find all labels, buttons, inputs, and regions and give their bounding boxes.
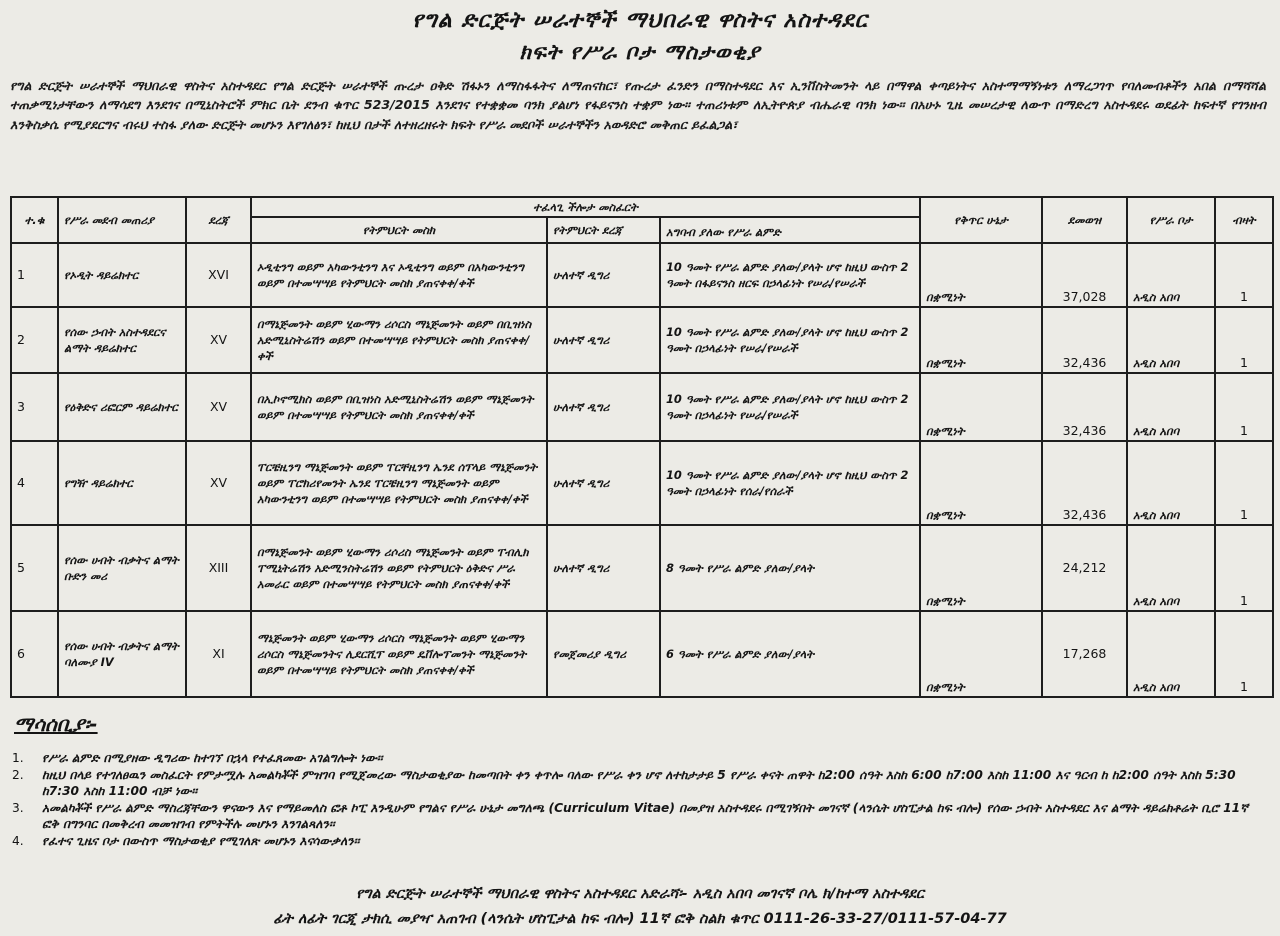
row-employment: በቋሚነት bbox=[920, 611, 1042, 697]
row-experience: 10 ዓመት የሥራ ልምድ ያለው/ያላት ሆኖ ከዚህ ውስጥ 2 ዓመት በኃላፊነት የሰራ/የሰራች bbox=[660, 441, 920, 525]
row-position: የሰው ኃብት አስተዳደርና ልማት ዳይሬክተር bbox=[58, 307, 186, 373]
row-quantity: 1 bbox=[1215, 525, 1273, 611]
row-position: የዕቅድና ሪፎርም ዳይሬክተር bbox=[58, 373, 186, 441]
row-education: ማኔጅመንት ወይም ሂውማን ሪሶርስ ማኔጅመንት ወይም ሂውማን ሪሶርስ ማኔጅመንትና ሊደርሺፕ ወይም ዴቨሎፕመንት ማኔጅመንት ወይም በተመሣሣይ የትምህርት መስክ ያጠናቀቀ/ቀች bbox=[251, 611, 547, 697]
header-employment: የቅጥር ሁኔታ bbox=[920, 197, 1042, 243]
announcement-title: ክፍት የሥራ ቦታ ማስታወቂያ bbox=[519, 40, 761, 64]
row-salary: 32,436 bbox=[1042, 307, 1127, 373]
row-no: 6 bbox=[11, 611, 58, 697]
row-experience: 10 ዓመት የሥራ ልምድ ያለው/ያላት ሆኖ ከዚህ ውስጥ 2 ዓመት በኃላፊነት የሠራ/የሠራች bbox=[660, 373, 920, 441]
row-education: በማኔጅመንት ወይም ሂውማን ሪሶሪስ ማኔጅመንት ወይም ፐብሊክ ፐሚኒትሬሽን አድሚንስትሬሽን ወይም የትምህርት ዕቅድና ሥራ አመራር ወይም በተመሣሣይ የትምህርት መስክ ያጠናቀቀ/ቀች bbox=[251, 525, 547, 611]
table-header-row bbox=[11, 197, 1273, 217]
row-quantity: 1 bbox=[1215, 611, 1273, 697]
remark-number: 1. bbox=[12, 751, 24, 765]
row-grade: XV bbox=[186, 307, 251, 373]
table-row bbox=[11, 307, 1273, 373]
row-location: አዲስ አበባ bbox=[1127, 525, 1215, 611]
row-level: ሁለተኛ ዲግሪ bbox=[547, 243, 660, 307]
header-grade: ደረጃ bbox=[186, 197, 251, 243]
row-employment: በቋሚነት bbox=[920, 243, 1042, 307]
row-salary: 32,436 bbox=[1042, 441, 1127, 525]
list-item bbox=[12, 750, 1262, 767]
footer-address: የግል ድርጅት ሠራተኞች ማህበራዊ ዋስትና አስተዳደር አድራሻ፡- አዲስ አበባ መገናኛ ቦሌ ክ/ከተማ አስተዳደር bbox=[356, 886, 924, 902]
header-quantity: ብዛት bbox=[1215, 197, 1273, 243]
row-salary: 17,268 bbox=[1042, 611, 1127, 697]
header-location: የሥራ ቦታ bbox=[1127, 197, 1215, 243]
row-employment: በቋሚነት bbox=[920, 373, 1042, 441]
row-quantity: 1 bbox=[1215, 441, 1273, 525]
row-education: በኢኮኖሚክስ ወይም በቢዝነስ አድሚኒስትሬሽን ወይም ማኔጅመንት ወይም በተመሣሣይ የትምህርት መስክ ያጠናቀቀ/ቀች bbox=[251, 373, 547, 441]
row-position: የግዥ ዳይሬክተር bbox=[58, 441, 186, 525]
list-item bbox=[12, 833, 1262, 850]
row-no: 1 bbox=[11, 243, 58, 307]
remark-text: የሥራ ልምድ በሚያዘው ዲግሪው ከተገኘ በኋላ የተፈጸመው አገልግሎት ነው፡፡ bbox=[42, 751, 383, 765]
header-education: የትምህርት መስክ bbox=[251, 217, 547, 243]
row-level: ሁለተኛ ዲግሪ bbox=[547, 373, 660, 441]
vacancies-table bbox=[10, 196, 1274, 698]
table-row bbox=[11, 441, 1273, 525]
row-level: ሁለተኛ ዲግሪ bbox=[547, 441, 660, 525]
row-location: አዲስ አበባ bbox=[1127, 373, 1215, 441]
header-level: የትምህርት ደረጃ bbox=[547, 217, 660, 243]
header-requirements: ተፈላጊ ችሎታ መስፈርት bbox=[251, 197, 920, 217]
remarks-list bbox=[12, 750, 1262, 850]
row-grade: XV bbox=[186, 373, 251, 441]
row-salary: 37,028 bbox=[1042, 243, 1127, 307]
row-grade: XIII bbox=[186, 525, 251, 611]
row-employment: በቋሚነት bbox=[920, 307, 1042, 373]
row-position: የኦዲት ዳይሬክተር bbox=[58, 243, 186, 307]
remarks-title: ማሳሰቢያ፡- bbox=[14, 712, 98, 736]
remark-number: 4. bbox=[12, 833, 24, 848]
remark-number: 2. bbox=[12, 767, 24, 782]
row-no: 2 bbox=[11, 307, 58, 373]
row-grade: XI bbox=[186, 611, 251, 697]
row-location: አዲስ አበባ bbox=[1127, 441, 1215, 525]
remark-text: አመልካቾች የሥራ ልምድ ማስረጃቸውን ዋናውን እና የማይመለስ ፎቶ ኮፒ እንዲሁም የግልና የሥራ ሁኔታ መግለጫ (Curriculum Vitae) በመያዝ አስተዳደሩ በሚገኝበት መገናኛ (ላንሴት ሆስፒታል ከፍ ብሎ) የሰው ኃብት አስተዳደር እና ልማት ዳይሬክቶሬት ቢሮ 11ኛ ፎቅ በግንባር በመቅረብ መመዝገብ የምትችሉ መሆኑን እንገልጻለን፡፡ bbox=[42, 800, 1248, 832]
row-quantity: 1 bbox=[1215, 243, 1273, 307]
list-item bbox=[12, 800, 1262, 833]
remark-text: ከዚህ በላይ የተገለፀዉን መስፈርት የምታሟሉ አመልካቾች ምዝገባ የሚጀመረው ማስታወቂያው ከመጣበት ቀን ቀጥሎ ባለው የሥራ ቀን ሆኖ ለተከታታይ 5 የሥራ ቀናት ጠዋት ከ2:00 ሰዓት እስከ 6:00 ከ7:00 እስከ 11:00 እና ዓርብ ከ ከ2:00 ሰዓት እስከ 5:30 ከ7:30 እስከ 11:00 ብቻ ነው፡፡ bbox=[42, 767, 1236, 799]
row-level: ሁለተኛ ዲግሪ bbox=[547, 525, 660, 611]
row-experience: 10 ዓመት የሥራ ልምድ ያለው/ያላት ሆኖ ከዚህ ውስጥ 2 ዓመት በፋይናንስ ዘርፍ በኃላፊነት የሠራ/የሠራች bbox=[660, 243, 920, 307]
table-row bbox=[11, 525, 1273, 611]
header-experience: አግባብ ያለው የሥራ ልምድ bbox=[660, 222, 920, 243]
intro-paragraph: የግል ድርጅት ሠራተኞች ማህበራዊ ዋስትና አስተዳደር የግል ድርጅት ሠራተኞች ጡረታ ዐቅድ ሽፋኑን ለማስፋፋትና ለማጠናከር፣ የጡረታ ፈንድን በማስተዳደር እና ኢንቨስትመንት ላይ በማዋል ቀጣይነትና አስተማማኝነቱን ለማረጋገጥ የባለመብቶችን አበል በማሻሻል ተጠቃሚነታቸውን ለማሳደግ እንደገና በሚኒስትሮች ምክር ቤት ደንብ ቁጥር 523/2015 እንደገና የተቋቋመ ባንክ ያልሆነ የፋይናንስ ተቋም ነው፡፡ ተጠሪነቱም ለኢትዮጵያ ብሔራዊ ባንክ ነው፡፡ በአሁኑ ጊዜ መሠረታዊ ለውጥ በማድረግ አስተዳደሩ ወደፊት ከፍተኛ የገንዘብ እንቅስቃሴ የሚያደርግና ብሩህ ተስፋ ያለው ድርጅት መሆኑን እየገለፅን፣ ከዚህ በታች ለተዘረዘሩት ክፍት የሥራ መደቦች ሠራተኞችን አወዳድሮ መቅጠር ይፈልጋል፣ bbox=[10, 78, 1266, 132]
row-position: የሰው ሀብት ብቃትና ልማት ቡድን መሪ bbox=[58, 525, 186, 611]
row-location: አዲስ አበባ bbox=[1127, 611, 1215, 697]
organization-title: የግል ድርጅት ሠራተኞች ማህበራዊ ዋስትና አስተዳደር bbox=[412, 8, 868, 33]
header-position: የሥራ መደብ መጠሪያ bbox=[58, 197, 186, 243]
row-no: 5 bbox=[11, 525, 58, 611]
row-quantity: 1 bbox=[1215, 307, 1273, 373]
row-no: 3 bbox=[11, 373, 58, 441]
row-experience: 6 ዓመት የሥራ ልምድ ያለው/ያላት bbox=[660, 611, 920, 697]
row-salary: 24,212 bbox=[1042, 525, 1127, 611]
row-grade: XV bbox=[186, 441, 251, 525]
table-row bbox=[11, 611, 1273, 697]
row-experience: 8 ዓመት የሥራ ልምድ ያለው/ያላት bbox=[660, 525, 920, 611]
row-location: አዲስ አበባ bbox=[1127, 307, 1215, 373]
row-salary: 32,436 bbox=[1042, 373, 1127, 441]
remark-text: የፈተና ጊዜና ቦታ በውስጥ ማስታወቂያ የሚገለጽ መሆኑን እናሳውቃለን፡፡ bbox=[42, 833, 360, 848]
row-education: ኦዲቲንግ ወይም አካውንቲንግ እና ኦዲቲንግ ወይም በአካውንቲንግ ወይም በተመሣሣይ የትምህርት መስክ ያጠናቀቀ/ቀች bbox=[251, 243, 547, 307]
row-position: የሰው ሀብት ብቃትና ልማት ባለሙያ IV bbox=[58, 611, 186, 697]
row-quantity: 1 bbox=[1215, 373, 1273, 441]
list-item bbox=[12, 767, 1262, 800]
row-grade: XVI bbox=[186, 243, 251, 307]
row-education: በማኔጅመንት ወይም ሂውማን ሪሶርስ ማኔጅመንት ወይም በቢዝነስ አድሚኒስትሬሽን ወይም በተመሣሣይ የትምህርት መስክ ያጠናቀቀ/ቀች bbox=[251, 307, 547, 373]
row-no: 4 bbox=[11, 441, 58, 525]
header-no: ተ.ቁ bbox=[11, 197, 58, 243]
row-experience: 10 ዓመት የሥራ ልምድ ያለው/ያላት ሆኖ ከዚህ ውስጥ 2 ዓመት በኃላፊነት የሠራ/የሠራች bbox=[660, 307, 920, 373]
footer-contact: ፊት ለፊት ገርጂ ታክሲ መያዣ አጠገብ (ላንሴት ሆስፒታል ከፍ ብሎ) 11ኛ ፎቅ ስልክ ቁጥር 0111-26-33-27/0111-57-04-77 bbox=[273, 911, 1007, 927]
row-level: ሁለተኛ ዲግሪ bbox=[547, 307, 660, 373]
row-education: ፐርቼዚንግ ማኔጅመንት ወይም ፐርቸዚንግ ኤንደ ሰፕላይ ማኔጅመንት ወይም ፐሮክሪየመንት ኤንደ ፐርቼዚንግ ማኔጅመንት ወይም አካውንቲንግ ወይም በተመሣሣይ የትምህርት መስክ ያጠናቀቀ/ቀች bbox=[251, 441, 547, 525]
header-salary: ደመወዝ bbox=[1042, 197, 1127, 243]
row-employment: በቋሚነት bbox=[920, 525, 1042, 611]
table-row bbox=[11, 243, 1273, 307]
table-row bbox=[11, 373, 1273, 441]
row-location: አዲስ አበባ bbox=[1127, 243, 1215, 307]
row-level: የመጀመሪያ ዲግሪ bbox=[547, 611, 660, 697]
row-employment: በቋሚነት bbox=[920, 441, 1042, 525]
remark-number: 3. bbox=[12, 800, 24, 815]
